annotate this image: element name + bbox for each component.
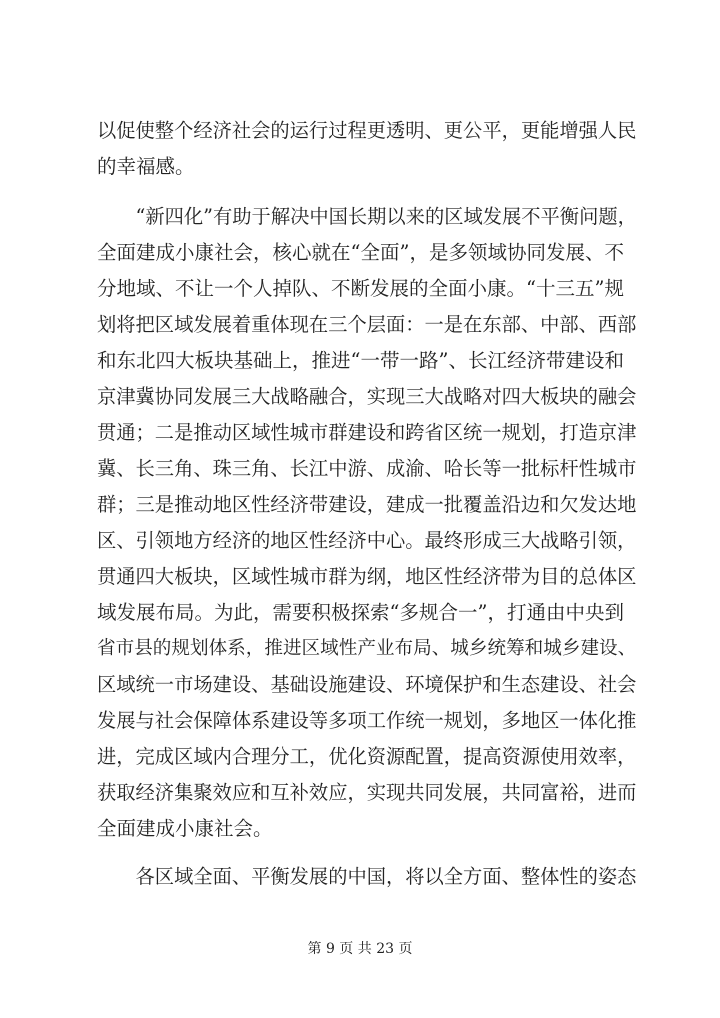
body-text-line: 全面建成小康社会，核心就在“全面”，是多领域协同发展、不 <box>97 241 624 264</box>
body-text-line: 以促使整个经济社会的运行过程更透明、更公平，更能增强人民 <box>97 119 637 142</box>
body-text-line: 的幸福感。 <box>97 155 195 178</box>
body-text-line: 全面建成小康社会。 <box>97 817 273 840</box>
body-text-line: 区域统一市场建设、基础设施建设、环境保护和生态建设、社会 <box>97 673 637 696</box>
body-text-line: 域发展布局。为此，需要积极探索“多规合一”，打通由中央到 <box>97 601 624 624</box>
body-text-line: 贯通；二是推动区域性城市群建设和跨省区统一规划，打造京津 <box>97 421 637 444</box>
page-number-footer: 第 9 页 共 23 页 <box>307 941 413 957</box>
body-text-line: 贯通四大板块，区域性城市群为纲，地区性经济带为目的总体区 <box>97 565 637 588</box>
body-text-line: 京津冀协同发展三大战略融合，实现三大战略对四大板块的融会 <box>97 385 637 408</box>
body-text-line: “新四化”有助于解决中国长期以来的区域发展不平衡问题， <box>97 205 637 228</box>
body-text-line: 群；三是推动地区性经济带建设，建成一批覆盖沿边和欠发达地 <box>97 493 637 516</box>
body-text-line: 各区域全面、平衡发展的中国，将以全方面、整体性的姿态 <box>97 865 637 888</box>
body-text-line: 发展与社会保障体系建设等多项工作统一规划，多地区一体化推 <box>97 709 637 732</box>
body-text-line: 冀、长三角、珠三角、长江中游、成渝、哈长等一批标杆性城市 <box>97 457 637 480</box>
body-text-line: 和东北四大板块基础上，推进“一带一路”、长江经济带建设和 <box>97 349 624 372</box>
body-text-line: 省市县的规划体系，推进区域性产业布局、城乡统筹和城乡建设、 <box>97 638 637 659</box>
body-text-line: 划将把区域发展着重体现在三个层面：一是在东部、中部、西部 <box>97 313 637 336</box>
body-text-line: 获取经济集聚效应和互补效应，实现共同发展，共同富裕，进而 <box>97 781 637 804</box>
body-text-line: 进，完成区域内合理分工，优化资源配置，提高资源使用效率， <box>97 745 637 768</box>
body-text-line: 分地域、不让一个人掉队、不断发展的全面小康。“十三五”规 <box>97 277 624 300</box>
body-text-line: 区、引领地方经济的地区性经济中心。最终形成三大战略引领， <box>97 529 637 552</box>
